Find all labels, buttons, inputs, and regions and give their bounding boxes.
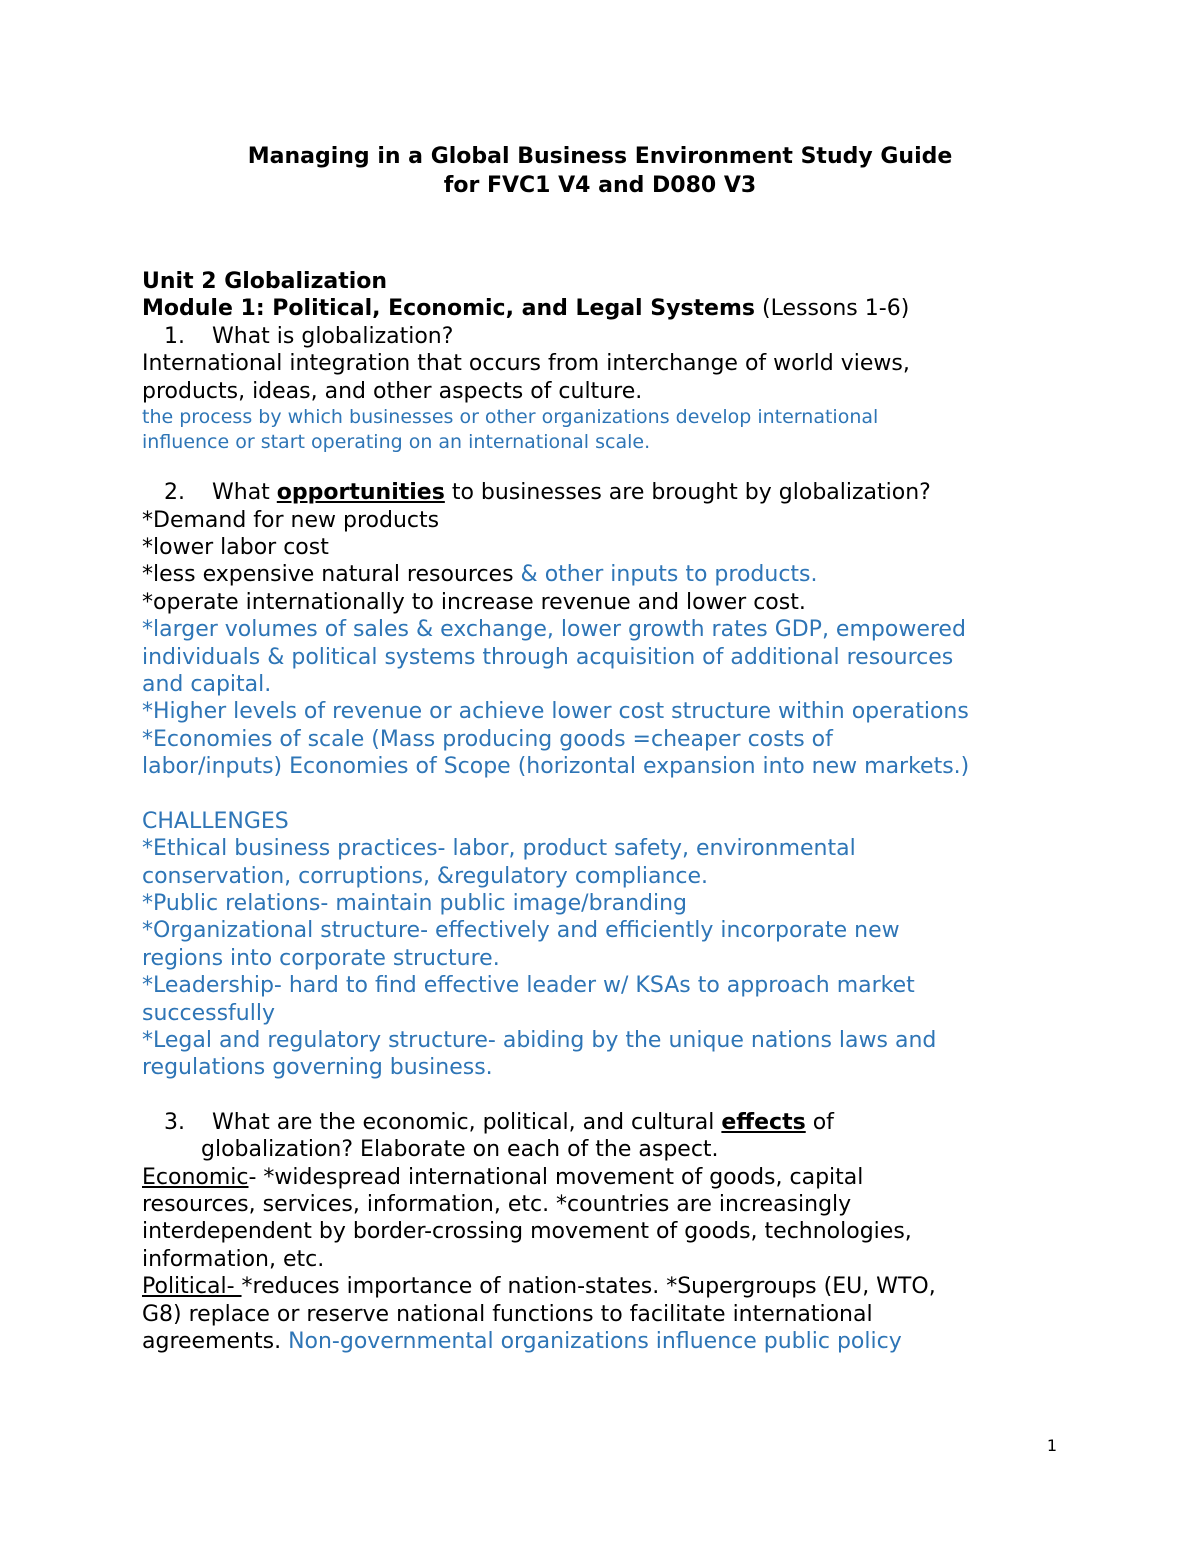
unit-heading: Unit 2 Globalization — [142, 269, 388, 294]
question-3 — [142, 1109, 1042, 1136]
opportunity-item: *operate internationally to increase revenue and lower cost. — [142, 589, 806, 615]
question-2-pre: What — [212, 480, 277, 506]
question-3-number: 3. — [164, 1109, 185, 1135]
political-text: agreements. — [142, 1329, 289, 1354]
document-body — [142, 268, 1042, 1355]
opportunity-note-line: *Higher levels of revenue or achieve lower cost structure within operations — [142, 699, 969, 725]
spacer — [142, 1082, 1042, 1109]
political-blue-note: Non-governmental organizations influence public policy — [288, 1329, 902, 1354]
opportunity-item-text: *less expensive natural resources — [142, 562, 521, 588]
question-2-number: 2. — [164, 480, 185, 506]
spacer — [142, 781, 1042, 808]
challenge-line: *Public relations- maintain public image/branding — [142, 890, 687, 916]
economic-line: information, etc. — [142, 1246, 325, 1272]
question-3-emphasis: effects — [721, 1109, 806, 1135]
political-line — [142, 1273, 1042, 1300]
economic-label: Economic — [142, 1164, 249, 1190]
opportunity-item-blue: & other inputs to products. — [520, 562, 818, 588]
challenge-line: successfully — [142, 1000, 275, 1026]
title-line-2: for FVC1 V4 and D080 V3 — [443, 173, 757, 198]
political-line — [142, 1328, 1042, 1355]
political-label: Political- — [142, 1274, 242, 1300]
political-text: *reduces importance of nation-states. *Supergroups (EU, WTO, — [241, 1274, 936, 1300]
question-1 — [142, 323, 1042, 350]
q1-note-line: the process by which businesses or other organizations develop international — [142, 406, 879, 429]
economic-line: interdependent by border-crossing movement of goods, technologies, — [142, 1219, 912, 1245]
question-2-post: to businesses are brought by globalization? — [444, 480, 931, 506]
challenge-line: *Ethical business practices- labor, product safety, environmental — [142, 836, 856, 862]
spacer — [142, 454, 1042, 479]
political-line: G8) replace or reserve national functions to facilitate international — [142, 1301, 873, 1327]
q1-answer-line: products, ideas, and other aspects of culture. — [142, 378, 643, 404]
page-number: 1 — [1046, 1436, 1057, 1455]
question-3-continuation: globalization? Elaborate on each of the aspect. — [201, 1137, 719, 1163]
challenge-line: *Legal and regulatory structure- abiding by the unique nations laws and — [142, 1027, 937, 1053]
challenge-line: regions into corporate structure. — [142, 945, 500, 971]
challenge-line: conservation, corruptions, &regulatory compliance. — [142, 863, 709, 889]
question-1-text: What is globalization? — [212, 323, 454, 349]
opportunity-note-line: *Economies of scale (Mass producing goods =cheaper costs of — [142, 726, 833, 752]
opportunity-note-line: individuals & political systems through acquisition of additional resources — [142, 644, 954, 670]
opportunity-note-line: labor/inputs) Economies of Scope (horizontal expansion into new markets.) — [142, 754, 970, 780]
question-2 — [142, 479, 1042, 506]
challenge-line: *Leadership- hard to find effective leader w/ KSAs to approach market — [142, 973, 915, 999]
challenges-heading: CHALLENGES — [142, 808, 289, 834]
module-heading-lessons: (Lessons 1-6) — [755, 296, 910, 322]
opportunity-note-line: *larger volumes of sales & exchange, lower growth rates GDP, empowered — [142, 617, 966, 643]
opportunity-item — [142, 561, 1042, 588]
economic-line: resources, services, information, etc. *countries are increasingly — [142, 1191, 852, 1217]
document-title — [0, 142, 1200, 200]
module-heading-bold: Module 1: Political, Economic, and Legal Systems — [142, 296, 755, 322]
question-1-number: 1. — [164, 323, 185, 349]
challenge-line: *Organizational structure- effectively and efficiently incorporate new — [142, 918, 900, 944]
opportunity-note-line: and capital. — [142, 672, 272, 698]
question-3-pre: What are the economic, political, and cultural — [212, 1109, 722, 1135]
opportunity-item: *Demand for new products — [142, 507, 440, 533]
question-2-emphasis: opportunities — [276, 480, 445, 506]
challenge-line: regulations governing business. — [142, 1055, 493, 1081]
economic-line — [142, 1164, 1042, 1191]
economic-text: - *widespread international movement of goods, capital — [248, 1164, 864, 1190]
module-heading — [142, 295, 1042, 322]
q1-answer-line: International integration that occurs from interchange of world views, — [142, 351, 910, 377]
question-3-post: of — [805, 1109, 834, 1135]
title-line-1: Managing in a Global Business Environment Study Guide — [247, 144, 953, 169]
opportunity-item: *lower labor cost — [142, 535, 329, 561]
q1-note-line: influence or start operating on an international scale. — [142, 430, 651, 453]
